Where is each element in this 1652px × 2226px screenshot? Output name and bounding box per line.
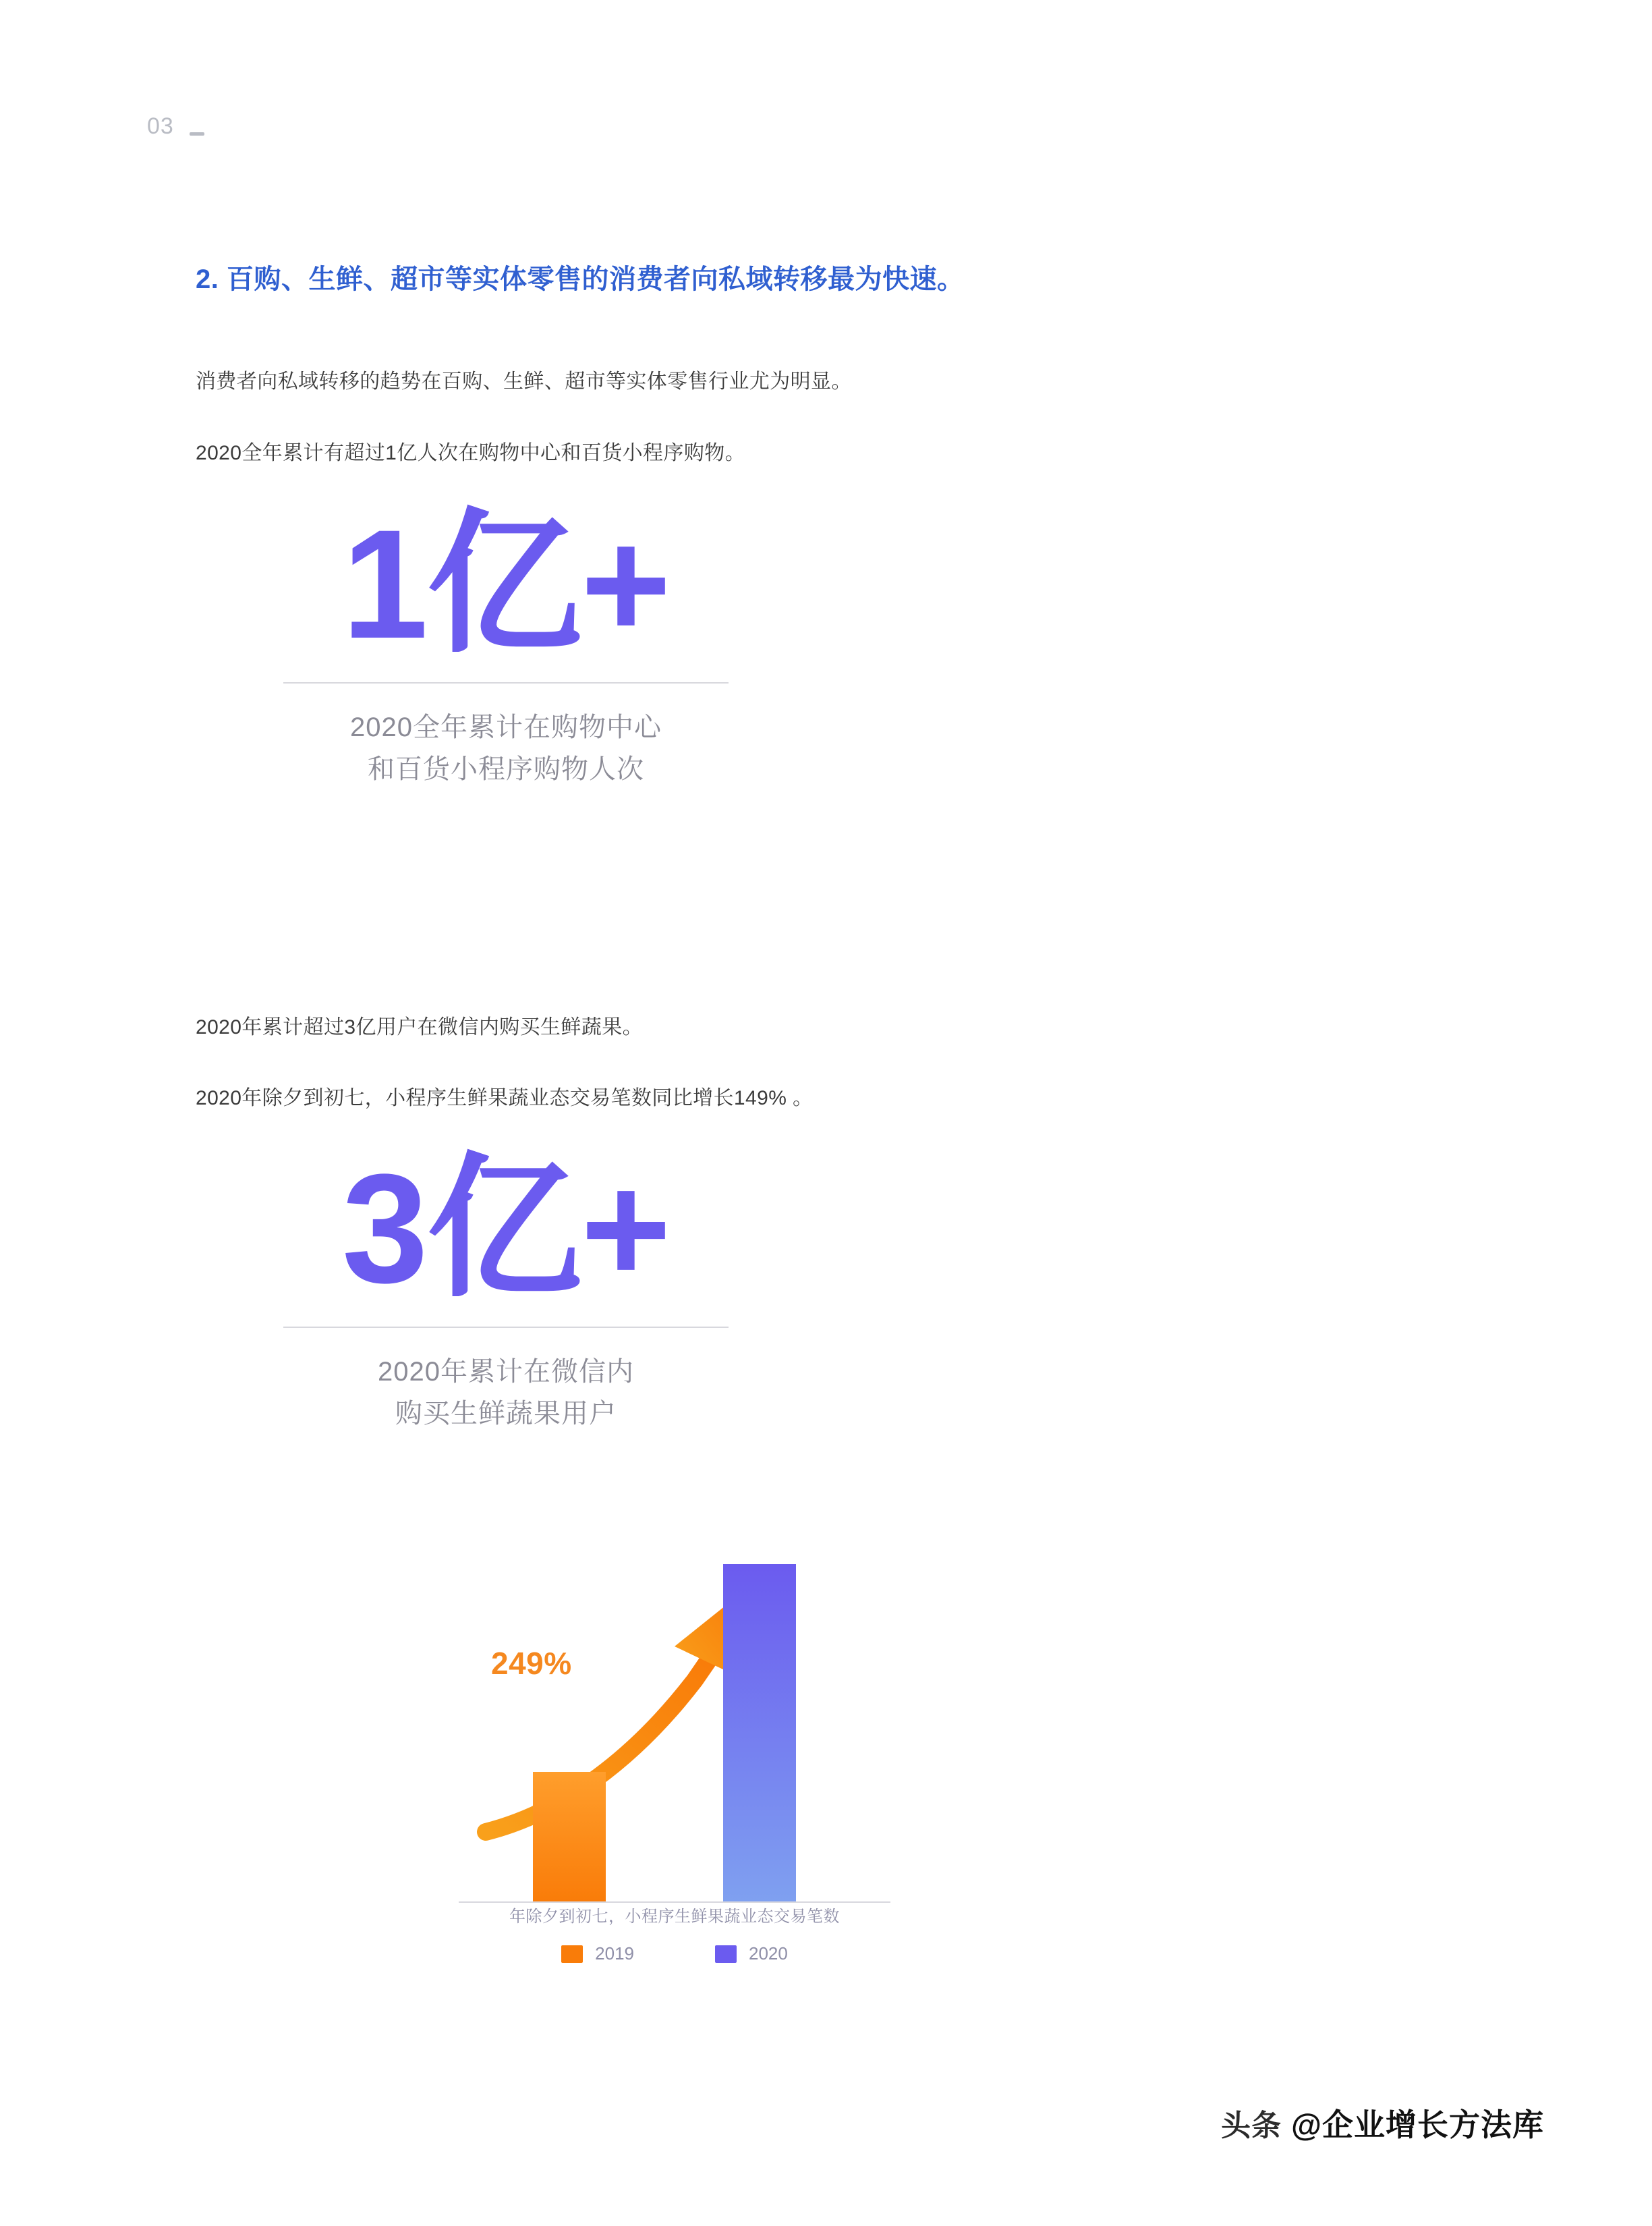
paragraph-4: 2020年除夕到初七，小程序生鲜果蔬业态交易笔数同比增长149% 。	[196, 1087, 814, 1109]
stat-value: 3亿+	[341, 1142, 671, 1315]
stat-value: 1亿+	[341, 497, 671, 671]
legend-item-2020	[715, 1943, 788, 1964]
chart-x-axis-label: 年除夕到初七，小程序生鲜果蔬业态交易笔数	[509, 1908, 840, 1926]
stat-caption-line-2: 和百货小程序购物人次	[368, 754, 644, 784]
chart-legend	[432, 1943, 917, 1964]
growth-bar-chart	[432, 1565, 917, 1984]
watermark-brand: 头条	[1221, 2109, 1282, 2142]
legend-label-2019: 2019	[595, 1943, 634, 1964]
stat-caption	[202, 1351, 809, 1435]
paragraph-2: 2020全年累计有超过1亿人次在购物中心和百货小程序购物。	[196, 442, 746, 464]
paragraph-1: 消费者向私域转移的趋势在百购、生鲜、超市等实体零售行业尤为明显。	[196, 370, 852, 393]
stat-caption	[202, 706, 809, 790]
page-number: 03	[147, 113, 174, 139]
page-number-dash	[190, 132, 204, 136]
stat-caption-line-2: 购买生鲜蔬果用户	[395, 1398, 617, 1428]
stat-block-fresh-produce	[202, 1142, 809, 1435]
bar-2020	[723, 1564, 796, 1901]
growth-percentage-label: 249%	[491, 1646, 572, 1681]
stat-divider	[283, 1327, 729, 1328]
stat-block-shopping-center	[202, 497, 809, 790]
legend-swatch-2020	[715, 1945, 737, 1963]
paragraph-3: 2020年累计超过3亿用户在微信内购买生鲜蔬果。	[196, 1016, 644, 1038]
stat-caption-line-1: 2020年累计在微信内	[378, 1356, 634, 1387]
section-heading: 2. 百购、生鲜、超市等实体零售的消费者向私域转移最为快速。	[196, 265, 965, 294]
legend-item-2019	[561, 1943, 634, 1964]
watermark	[1221, 2100, 1544, 2145]
stat-caption-line-1: 2020全年累计在购物中心	[350, 712, 662, 742]
legend-label-2020: 2020	[749, 1943, 788, 1964]
watermark-account-name: @企业增长方法库	[1291, 2107, 1544, 2142]
bar-2019	[533, 1772, 606, 1901]
legend-swatch-2019	[561, 1945, 583, 1963]
stat-divider	[283, 682, 729, 684]
